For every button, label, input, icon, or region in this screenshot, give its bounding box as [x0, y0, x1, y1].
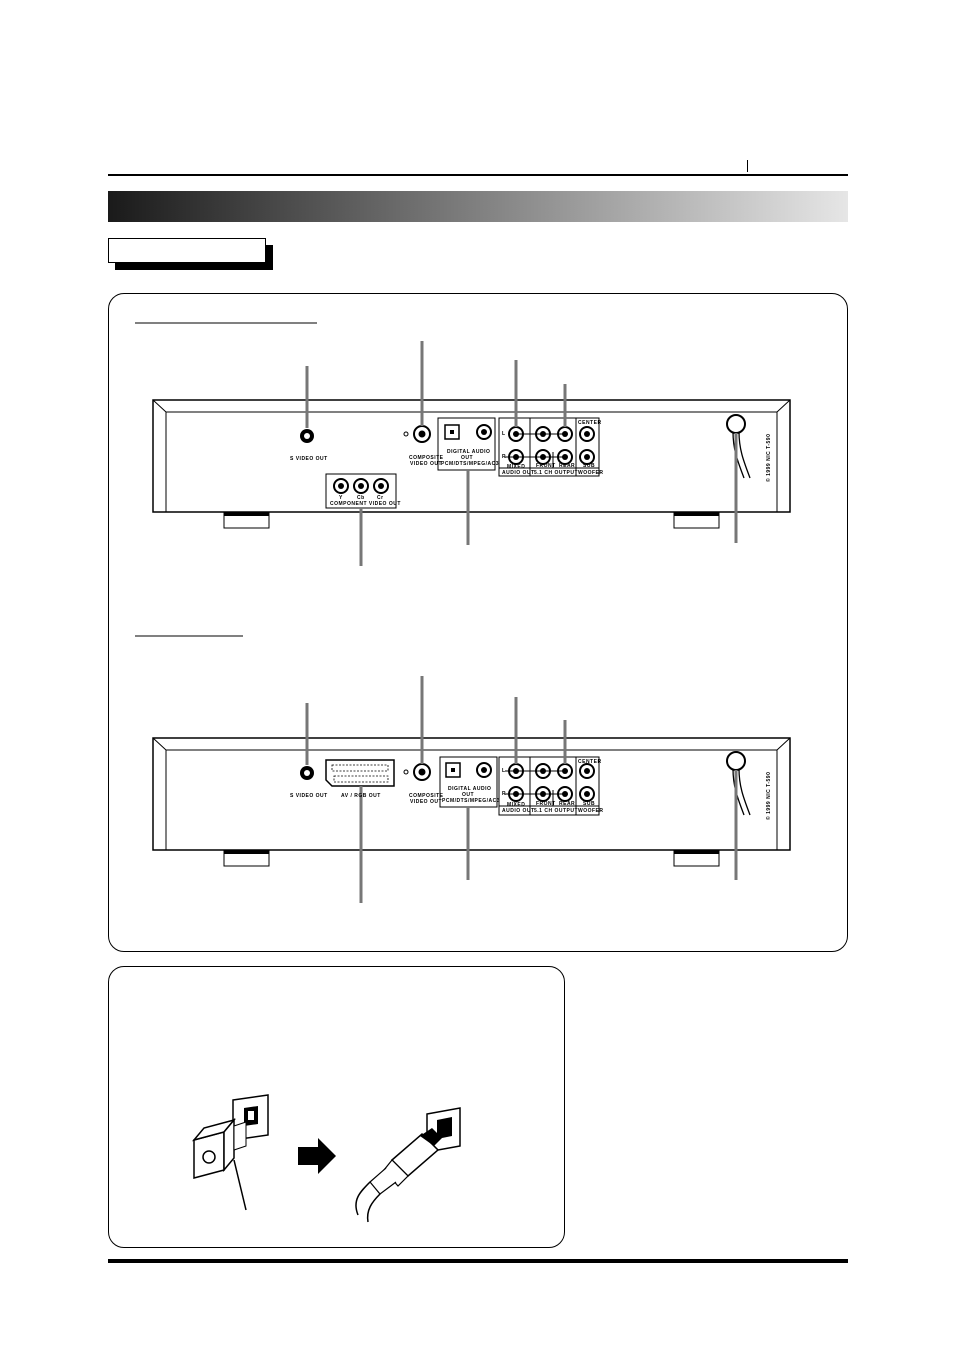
panel1-cb-label: Cb	[357, 495, 365, 501]
s-video-jack-icon	[300, 429, 314, 443]
panel2-out-label: OUT	[462, 792, 475, 798]
panel2-front-label: FRONT	[536, 801, 556, 807]
panel2-sub-label: SUB	[583, 801, 596, 807]
panel2-av-rgb-label: AV / RGB OUT	[341, 793, 381, 799]
panel1-center-label: CENTER	[578, 420, 602, 426]
panel1-r-label: R	[502, 454, 507, 460]
scart-connector-icon	[326, 760, 394, 786]
panel2-r-label: R	[502, 791, 507, 797]
panel1-out-label: OUT	[461, 455, 474, 461]
panel2-rear-label: REAR	[559, 801, 576, 807]
panel2-pcm-label: PCM/DTS/MPEG/AC3	[442, 798, 501, 804]
panel1-l-label: L	[502, 431, 506, 437]
panel2-ch-output-label: 5.1 CH OUTPUT	[534, 808, 579, 814]
panel1-cr-label: Cr	[377, 495, 384, 501]
panel1-digital-audio-label: DIGITAL AUDIO	[447, 449, 491, 455]
panel1-mixed-label: MIXED	[507, 464, 526, 470]
panel2-s-video-label: S VIDEO OUT	[290, 793, 328, 799]
panel1-audio-out-label: AUDIO OUT	[502, 470, 535, 476]
panel1-front-label: FRONT	[536, 463, 556, 469]
panel1-rear-label: REAR	[559, 463, 576, 469]
panel1-serial-label: © 1999 NIC T-590	[766, 433, 772, 482]
panel2-mixed-label: MIXED	[507, 802, 526, 808]
panel1-s-video-label: S VIDEO OUT	[290, 456, 328, 462]
panel1-ch-output-label: 5.1 CH OUTPUT	[534, 470, 579, 476]
panel2-center-label: CENTER	[578, 759, 602, 765]
panel1-y-label: Y	[339, 495, 343, 501]
panel2-l-label: L	[502, 768, 506, 774]
panel2-composite-label: COMPOSITE	[409, 793, 444, 799]
panel2-digital-audio-label: DIGITAL AUDIO	[448, 786, 492, 792]
optical-plug-icon	[356, 1128, 442, 1222]
panel2-audio-out-label: AUDIO OUT	[502, 808, 535, 814]
panel2-video-out-label: VIDEO OUT	[410, 799, 443, 805]
right-arrow-icon	[298, 1138, 336, 1174]
panel1-woofer-label: WOOFER	[578, 470, 604, 476]
s-video-jack-icon	[300, 766, 314, 780]
panel1-composite-label: COMPOSITE	[409, 455, 444, 461]
panel1-component-label: COMPONENT VIDEO OUT	[330, 501, 401, 507]
panel1-video-out-label: VIDEO OUT	[410, 461, 443, 467]
panel1-pcm-label: PCM/DTS/MPEG/AC3	[441, 461, 500, 467]
optical-connection-illustration	[194, 1095, 460, 1222]
panel2-woofer-label: WOOFER	[578, 808, 604, 814]
panel2-serial-label: © 1999 NIC T-590	[766, 771, 772, 820]
panel1-sub-label: SUB	[583, 463, 596, 469]
optical-cap-icon	[194, 1120, 246, 1210]
